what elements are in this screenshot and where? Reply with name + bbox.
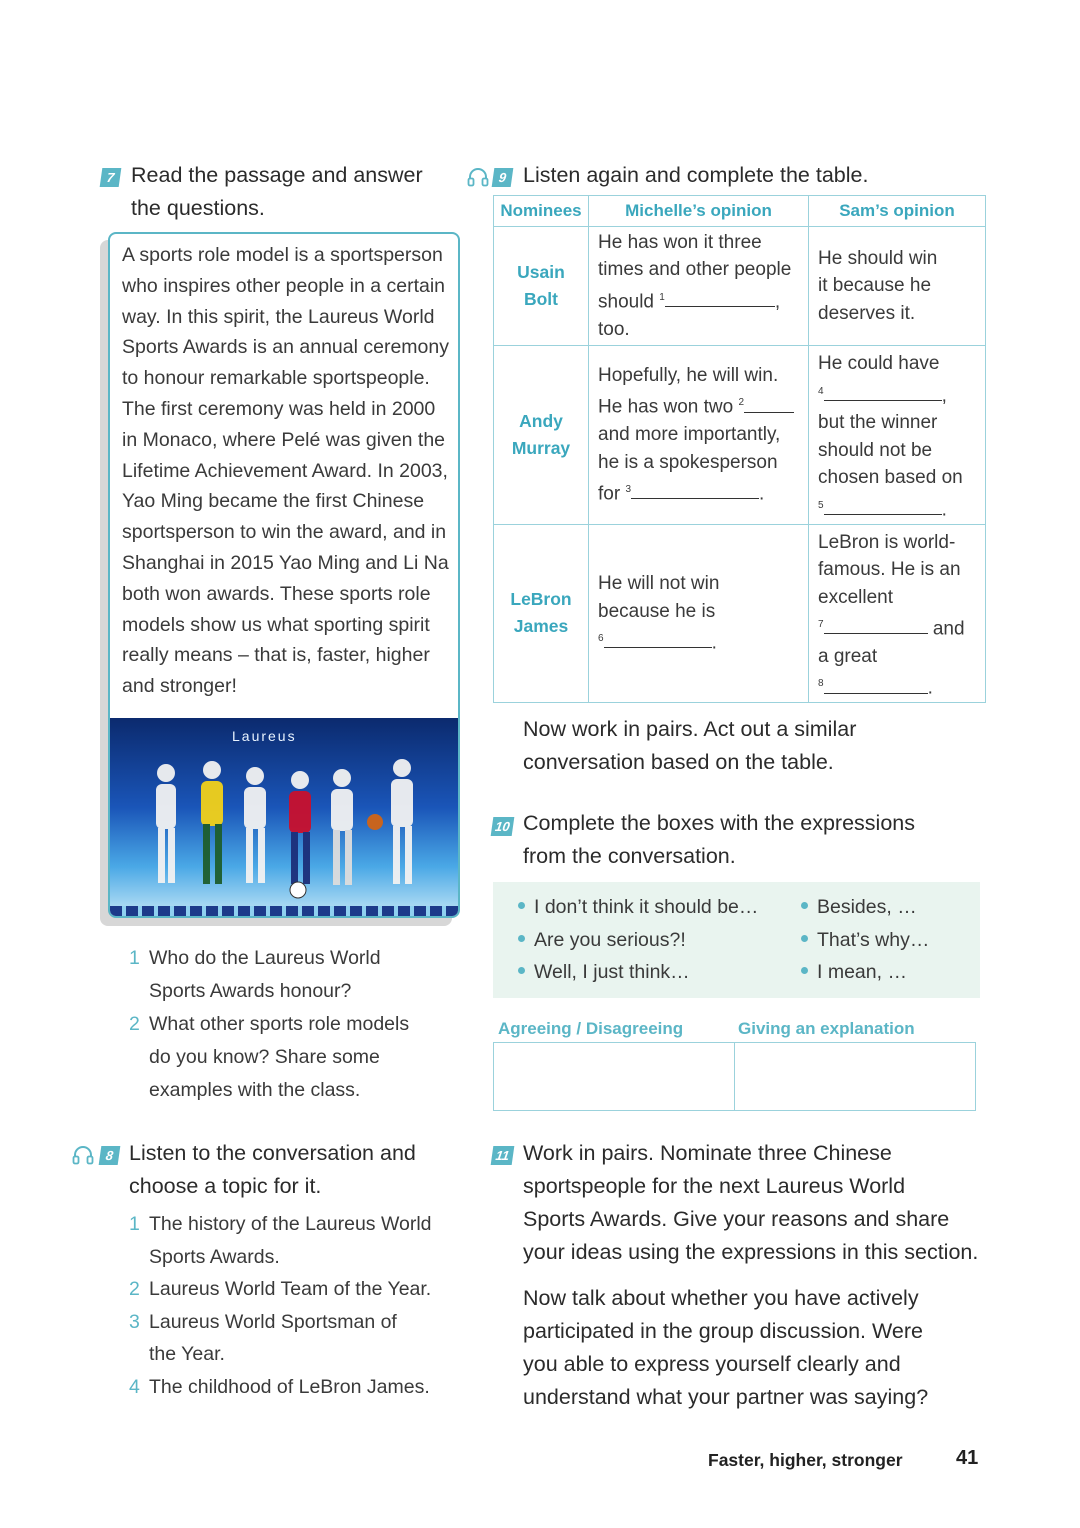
exercise-7-heading: Read the passage and answer the questions. — [131, 163, 423, 220]
nominee-name: LeBron James — [494, 524, 589, 703]
expression-item: I mean, … — [801, 956, 907, 988]
laureus-logo: Laureus — [232, 728, 297, 744]
expression-item: That’s why… — [801, 924, 929, 956]
blank-5[interactable] — [824, 496, 942, 515]
blank-7[interactable] — [824, 615, 928, 634]
sam-opinion: He should win it because he deserves it. — [809, 227, 986, 346]
blank-8[interactable] — [824, 675, 928, 694]
exercise-7-questions: 1 Who do the Laureus World Sports Awards honour? 2 What other sports role models do you know? Share some examples with the class. — [129, 942, 409, 1107]
headphones-icon — [72, 1145, 94, 1165]
exercise-9-badge: 9 — [492, 168, 514, 187]
bullet-icon — [518, 967, 525, 974]
bullet-icon — [518, 902, 525, 909]
exercise-9-heading: Listen again and complete the table. — [523, 163, 869, 187]
bullet-icon — [801, 935, 808, 942]
option-item: 3 Laureus World Sportsman of — [129, 1310, 397, 1333]
category-agreeing: Agreeing / Disagreeing — [498, 1019, 684, 1038]
exercise-8-heading: Listen to the conversation and choose a topic for it. — [129, 1141, 416, 1198]
table-row — [494, 524, 986, 703]
expression-item: I don’t think it should be… — [518, 891, 758, 923]
header-sam: Sam’s opinion — [809, 196, 986, 227]
table-row — [494, 227, 986, 346]
page-number: 41 — [956, 1447, 979, 1469]
exercise-11-badge: 11 — [491, 1146, 515, 1165]
expressions-box — [493, 882, 980, 998]
option-item: 2 Laureus World Team of the Year. — [129, 1278, 432, 1300]
expression-item: Besides, … — [801, 891, 917, 923]
table-header-row — [494, 196, 986, 227]
nominee-name: Andy Murray — [494, 346, 589, 525]
nominee-name: Usain Bolt — [494, 227, 589, 346]
table-row — [494, 346, 986, 525]
expression-item: Are you serious?! — [518, 924, 686, 956]
question-item: 1 Who do the Laureus World — [129, 947, 381, 969]
footer-unit-title: Faster, higher, stronger — [708, 1450, 903, 1470]
exercise-11-paragraph-2: Now talk about whether you have actively participated in the group discussion. Were you able to express yourself clearly and understand what your partner was saying? — [523, 1286, 929, 1409]
category-explanation: Giving an explanation — [738, 1019, 915, 1038]
michelle-opinion: He will not win because he is $^6$ . — [589, 524, 809, 703]
exercise-11-paragraph-1: Work in pairs. Nominate three Chinese sportspeople for the next Laureus World Sports Awards. Give your reasons and share your ideas using the expressions in this section. — [523, 1141, 979, 1264]
blank-6[interactable] — [604, 629, 712, 648]
exercise-8-options: 1 The history of the Laureus World Sports Awards. 2 Laureus World Team of the Year. 3 Laureus World Sportsman of the Year. 4 The childhood of LeBron James. — [129, 1208, 432, 1403]
nominees-table — [493, 195, 986, 703]
sam-opinion: LeBron is world- famous. He is an excellent $^7$ and a great $^8$ . — [809, 524, 986, 703]
agreeing-answer-box[interactable] — [494, 1043, 734, 1110]
michelle-opinion: He has won it three times and other people should $^1$ , too. — [589, 227, 809, 346]
exercise-9-followup: Now work in pairs. Act out a similar conversation based on the table. — [523, 717, 857, 774]
category-answer-boxes — [493, 1042, 976, 1111]
headphones-icon — [467, 167, 489, 187]
exercise-8-badge: 8 — [99, 1146, 121, 1165]
sam-opinion: He could have $^4$ , but the winner should not be chosen based on $^5$ . — [809, 346, 986, 525]
expression-item: Well, I just think… — [518, 956, 690, 988]
blank-3[interactable] — [631, 480, 759, 499]
exercise-10-heading: Complete the boxes with the expressions from the conversation. — [523, 811, 915, 868]
exercise-7-badge: 7 — [100, 168, 122, 187]
explanation-answer-box[interactable] — [735, 1043, 975, 1110]
blank-4[interactable] — [824, 382, 942, 401]
blank-1[interactable] — [665, 288, 775, 307]
header-michelle: Michelle’s opinion — [589, 196, 809, 227]
blank-2[interactable] — [744, 394, 794, 413]
bullet-icon — [518, 935, 525, 942]
athletes-photo — [110, 718, 458, 916]
option-item: 4 The childhood of LeBron James. — [129, 1375, 430, 1398]
bullet-icon — [801, 967, 808, 974]
exercise-10-badge: 10 — [491, 817, 515, 836]
question-item: 2 What other sports role models — [129, 1013, 410, 1035]
bullet-icon — [801, 902, 808, 909]
photo-film-strip — [110, 906, 458, 916]
michelle-opinion: Hopefully, he will win. He has won two $^2$ and more importantly, he is a spokesperson for $^3$ . — [589, 346, 809, 525]
option-item: 1 The history of the Laureus World — [129, 1213, 432, 1235]
passage-text: A sports role model is a sportsperson who inspires other people in a certain way. In this spirit, the Laureus World Sports Awards is an annual ceremony to honour remarkable sportspeople. The first ceremony was held in 2000 in Monaco, where Pelé was given the Lifetime Achievement Award. In 2003, Yao Ming became the first Chinese sportsperson to win the award, and in Shanghai in 2015 Yao Ming and Li Na both won awards. These sports role models show us what sporting spirit really means – that is, faster, higher and stronger! — [122, 244, 449, 698]
header-nominees: Nominees — [494, 196, 589, 227]
passage-box — [108, 232, 460, 918]
athletes-silhouettes — [110, 718, 458, 908]
